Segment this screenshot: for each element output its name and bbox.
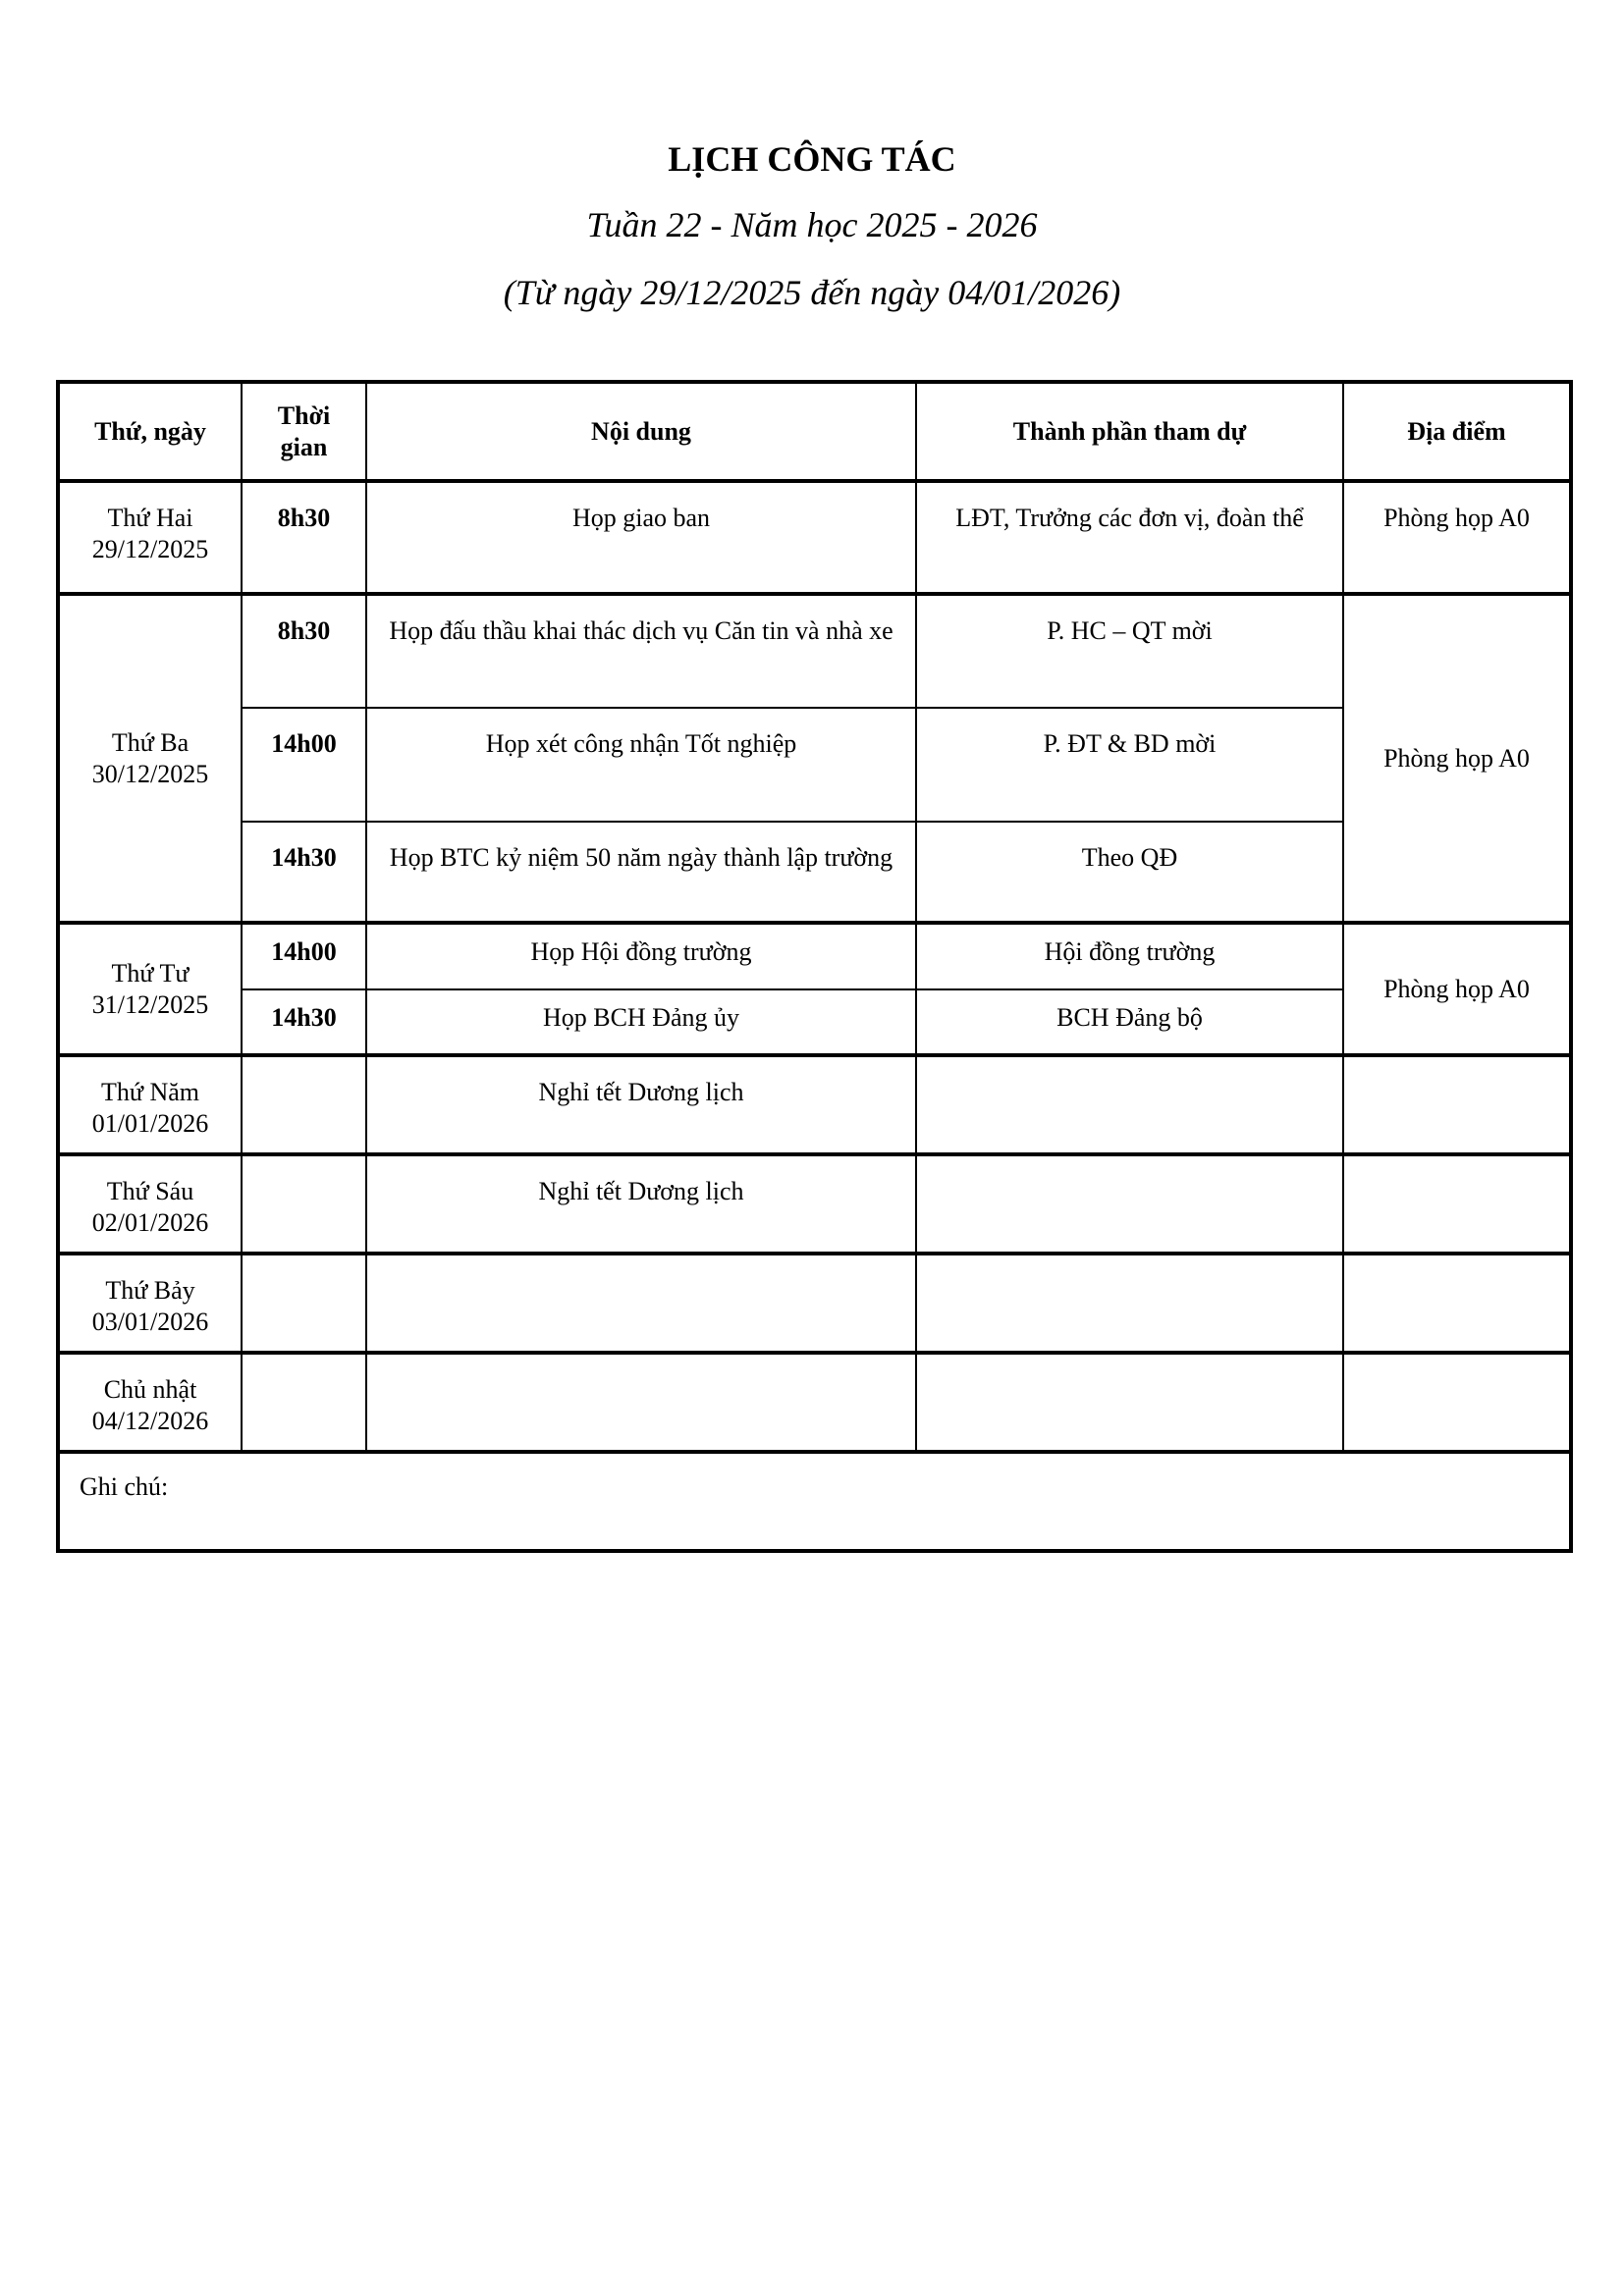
time-cell: 14h30 <box>242 989 366 1055</box>
participants-cell: P. HC – QT mời <box>916 594 1343 708</box>
table-row <box>58 923 1571 989</box>
participants-cell <box>916 1353 1343 1452</box>
table-row <box>58 1055 1571 1154</box>
content-cell: Họp BTC kỷ niệm 50 năm ngày thành lập trường <box>366 822 916 923</box>
header-content: Nội dung <box>366 382 916 481</box>
participants-cell: LĐT, Trưởng các đơn vị, đoàn thể <box>916 481 1343 594</box>
table-row <box>58 594 1571 708</box>
time-cell <box>242 1154 366 1254</box>
participants-cell <box>916 1254 1343 1353</box>
time-cell: 14h30 <box>242 822 366 923</box>
content-cell: Họp xét công nhận Tốt nghiệp <box>366 708 916 822</box>
participants-cell: P. ĐT & BD mời <box>916 708 1343 822</box>
table-row <box>58 481 1571 594</box>
content-cell <box>366 1353 916 1452</box>
location-cell: Phòng họp A0 <box>1343 594 1571 923</box>
header-participants: Thành phần tham dự <box>916 382 1343 481</box>
participants-cell <box>916 1154 1343 1254</box>
day-cell: Thứ Bảy 03/01/2026 <box>58 1254 242 1353</box>
location-cell <box>1343 1254 1571 1353</box>
location-cell: Phòng họp A0 <box>1343 923 1571 1055</box>
content-cell: Họp giao ban <box>366 481 916 594</box>
table-row <box>58 1154 1571 1254</box>
table-row <box>58 1353 1571 1452</box>
time-cell: 8h30 <box>242 594 366 708</box>
schedule-table <box>56 380 1573 1553</box>
content-cell: Nghỉ tết Dương lịch <box>366 1055 916 1154</box>
time-cell <box>242 1055 366 1154</box>
day-cell: Thứ Ba 30/12/2025 <box>58 594 242 923</box>
header-location: Địa điểm <box>1343 382 1571 481</box>
content-cell: Nghỉ tết Dương lịch <box>366 1154 916 1254</box>
location-cell: Phòng họp A0 <box>1343 481 1571 594</box>
document-title: LỊCH CÔNG TÁC <box>668 139 956 179</box>
participants-cell: Hội đồng trường <box>916 923 1343 989</box>
note-row <box>58 1452 1571 1551</box>
time-cell: 14h00 <box>242 708 366 822</box>
date-range-subtitle: (Từ ngày 29/12/2025 đến ngày 04/01/2026) <box>503 273 1121 312</box>
location-cell <box>1343 1154 1571 1254</box>
time-cell <box>242 1254 366 1353</box>
time-cell: 8h30 <box>242 481 366 594</box>
week-subtitle: Tuần 22 - Năm học 2025 - 2026 <box>586 205 1038 244</box>
day-cell: Thứ Tư 31/12/2025 <box>58 923 242 1055</box>
note-cell: Ghi chú: <box>58 1452 1571 1551</box>
day-cell: Chủ nhật 04/12/2026 <box>58 1353 242 1452</box>
day-cell: Thứ Hai 29/12/2025 <box>58 481 242 594</box>
day-cell: Thứ Năm 01/01/2026 <box>58 1055 242 1154</box>
time-cell <box>242 1353 366 1452</box>
location-cell <box>1343 1353 1571 1452</box>
participants-cell: Theo QĐ <box>916 822 1343 923</box>
table-row <box>58 1254 1571 1353</box>
participants-cell: BCH Đảng bộ <box>916 989 1343 1055</box>
header-day: Thứ, ngày <box>58 382 242 481</box>
participants-cell <box>916 1055 1343 1154</box>
content-cell <box>366 1254 916 1353</box>
content-cell: Họp đấu thầu khai thác dịch vụ Căn tin và nhà xe <box>366 594 916 708</box>
content-cell: Họp Hội đồng trường <box>366 923 916 989</box>
day-cell: Thứ Sáu 02/01/2026 <box>58 1154 242 1254</box>
table-header-row <box>58 382 1571 481</box>
location-cell <box>1343 1055 1571 1154</box>
content-cell: Họp BCH Đảng ủy <box>366 989 916 1055</box>
header-time: Thời gian <box>242 382 366 481</box>
time-cell: 14h00 <box>242 923 366 989</box>
